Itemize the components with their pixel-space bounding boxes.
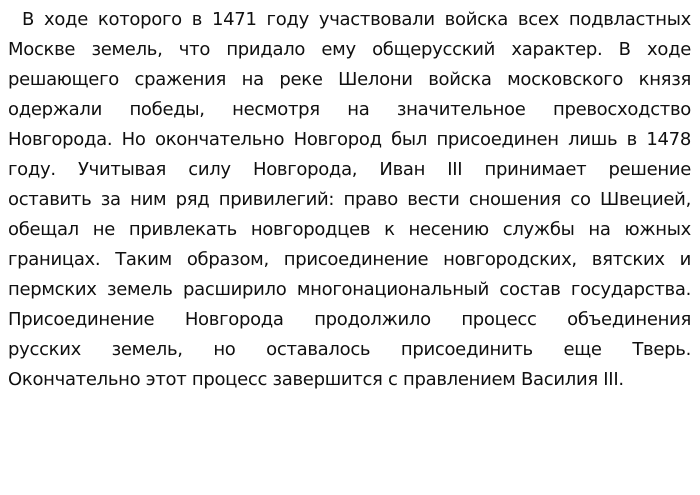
text-line: Новгорода. Но окончательно Новгород был присоединен лишь в 1478: [8, 129, 691, 150]
text-line: пермских земель расширило многонациональный состав государства.: [8, 279, 691, 300]
text-line: оставить за ним ряд привилегий: право вести сношения со Швецией,: [8, 189, 691, 210]
text-line: решающего сражения на реке Шелони войска московского князя: [8, 69, 691, 90]
text-line: Окончательно этот процесс завершится с правлением Василия III.: [8, 369, 624, 390]
text-line: обещал не привлекать новгородцев к несению службы на южных: [8, 219, 691, 240]
text-line: одержали победы, несмотря на значительное превосходство: [8, 99, 691, 120]
text-line: Присоединение Новгорода продолжило процесс объединения: [8, 309, 691, 330]
text-line: Москве земель, что придало ему общерусский характер. В ходе: [8, 39, 691, 60]
text-line: В ходе которого в 1471 году участвовали войска всех подвластных: [22, 9, 691, 30]
text-line: границах. Таким образом, присоединение новгородских, вятских и: [8, 249, 691, 270]
text-line: русских земель, но оставалось присоединить еще Тверь.: [8, 339, 691, 360]
document-page: [0, 5, 700, 395]
text-line: году. Учитывая силу Новгорода, Иван III принимает решение: [8, 159, 691, 180]
paragraph: [0, 5, 700, 395]
